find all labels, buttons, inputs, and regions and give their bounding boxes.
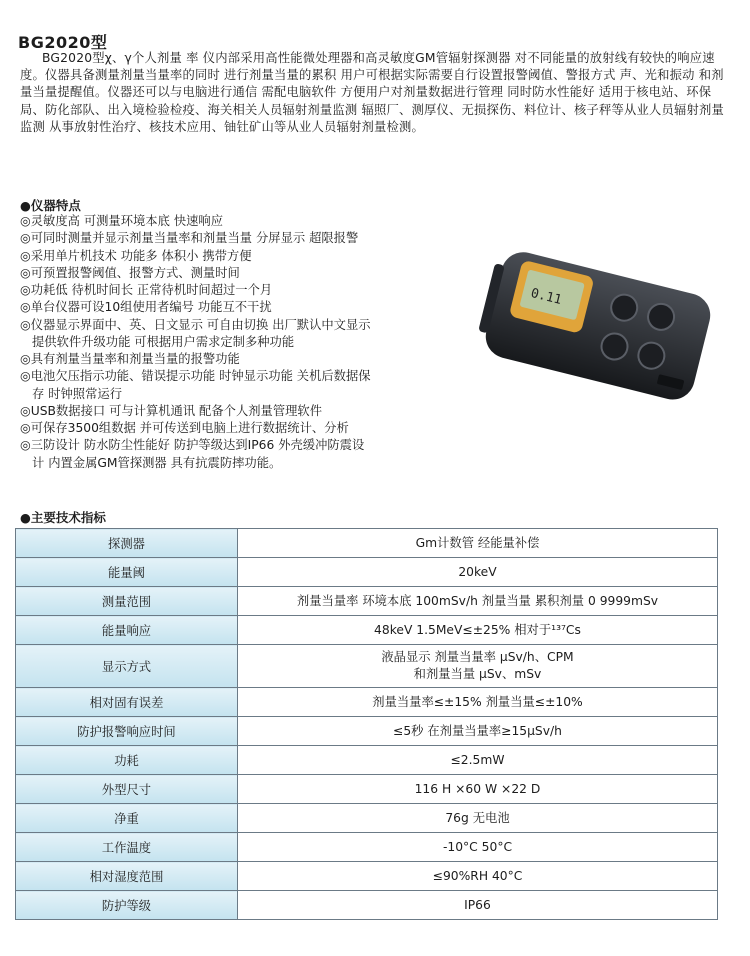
- feature-item: ◎可保存3500组数据 并可传送到电脑上进行数据统计、分析: [20, 421, 349, 435]
- table-row: [16, 688, 718, 717]
- table-row: [16, 558, 718, 587]
- table-row: [16, 833, 718, 862]
- feature-item: ◎采用单片机技术 功能多 体积小 携带方便: [20, 248, 252, 263]
- specs-heading: ●主要技术指标: [20, 510, 106, 525]
- feature-item: ◎功耗低 待机时间长 正常待机时间超过一个月: [20, 283, 273, 297]
- spec-value: 液晶显示 剂量当量率 μSv/h、CPM 和剂量当量 μSv、mSv: [238, 645, 718, 688]
- table-row: [16, 746, 718, 775]
- spec-key: 防护报警响应时间: [16, 717, 238, 746]
- feature-item: ◎可预置报警阈值、报警方式、测量时间: [20, 265, 240, 280]
- spec-value: ≤2.5mW: [238, 746, 718, 775]
- table-row: [16, 804, 718, 833]
- feature-item: ◎三防设计 防水防尘性能好 防护等级达到IP66 外壳缓冲防震设 计 内置金属GM管探测器 具有抗震防摔功能。: [20, 438, 365, 470]
- feature-item: ◎仪器显示界面中、英、日文显示 可自由切换 出厂默认中文显示 提供软件升级功能 可根据用户需求定制多种功能: [20, 317, 371, 349]
- spec-key: 外型尺寸: [16, 775, 238, 804]
- spec-value: 48keV 1.5MeV≤±25% 相对于¹³⁷Cs: [238, 616, 718, 645]
- table-row: [16, 529, 718, 558]
- table-row: [16, 587, 718, 616]
- table-row: [16, 645, 718, 688]
- table-row: [16, 775, 718, 804]
- spec-key: 功耗: [16, 746, 238, 775]
- table-row: [16, 616, 718, 645]
- spec-key: 显示方式: [16, 645, 238, 688]
- feature-item: ◎电池欠压指示功能、错误提示功能 时钟显示功能 关机后数据保 存 时钟照常运行: [20, 369, 371, 401]
- spec-value: Gm计数管 经能量补偿: [238, 529, 718, 558]
- spec-value: 剂量当量率 环境本底 100mSv/h 剂量当量 累积剂量 0 9999mSv: [238, 587, 718, 616]
- spec-key: 能量阈: [16, 558, 238, 587]
- spec-key: 工作温度: [16, 833, 238, 862]
- device-screen-value: 0.11: [529, 285, 564, 309]
- spec-key: 能量响应: [16, 616, 238, 645]
- spec-key: 相对湿度范围: [16, 862, 238, 891]
- product-title: BG2020型: [18, 33, 108, 52]
- feature-item: ◎具有剂量当量率和剂量当量的报警功能: [20, 352, 240, 366]
- table-row: [16, 717, 718, 746]
- spec-value: 116 H ×60 W ×22 D: [238, 775, 718, 804]
- feature-item: ◎灵敏度高 可测量环境本底 快速响应: [20, 214, 224, 228]
- table-row: [16, 862, 718, 891]
- spec-value: ≤90%RH 40°C: [238, 862, 718, 891]
- spec-value: 76g 无电池: [238, 804, 718, 833]
- feature-item: ◎可同时测量并显示剂量当量率和剂量当量 分屏显示 超限报警: [20, 231, 359, 246]
- table-row: [16, 891, 718, 920]
- spec-value: IP66: [238, 891, 718, 920]
- spec-value: -10°C 50°C: [238, 833, 718, 862]
- features-heading: ●仪器特点: [20, 198, 81, 213]
- spec-key: 防护等级: [16, 891, 238, 920]
- spec-key: 测量范围: [16, 587, 238, 616]
- feature-item: ◎单台仪器可设10组使用者编号 功能互不干扰: [20, 300, 272, 315]
- spec-value: 20keV: [238, 558, 718, 587]
- feature-list: [20, 213, 450, 472]
- spec-key: 相对固有误差: [16, 688, 238, 717]
- feature-item: ◎USB数据接口 可与计算机通讯 配备个人剂量管理软件: [20, 403, 323, 418]
- product-intro: BG2020型χ、γ个人剂量 率 仪内部采用高性能微处理器和高灵敏度GM管辐射探测器 对不同能量的放射线有较快的响应速度。仪器具备测量剂量当量率的同时 进行剂量当量的累积 用户可根据实际需要自行设置报警阈值、警报方式 声、光和振动 和剂量当量提醒值。仪器还可以与电脑进行通信 需配电脑软件 方便用户对剂量数据进行管理 同时防水性能好 适用于核电站、环保局、防化部队、出入境检验检疫、海关相关人员辐射剂量监测 辐照厂、测厚仪、无损探伤、料位计、核子秤等从业人员辐射剂量监测 从事放射性治疗、核技术应用、铀钍矿山等从业人员辐射剂量检测。: [20, 51, 724, 134]
- spec-key: 净重: [16, 804, 238, 833]
- spec-key: 探测器: [16, 529, 238, 558]
- dosimeter-device-image: [478, 250, 718, 410]
- spec-table: [15, 528, 718, 920]
- spec-value: 剂量当量率≤±15% 剂量当量≤±10%: [238, 688, 718, 717]
- spec-value: ≤5秒 在剂量当量率≥15μSv/h: [238, 717, 718, 746]
